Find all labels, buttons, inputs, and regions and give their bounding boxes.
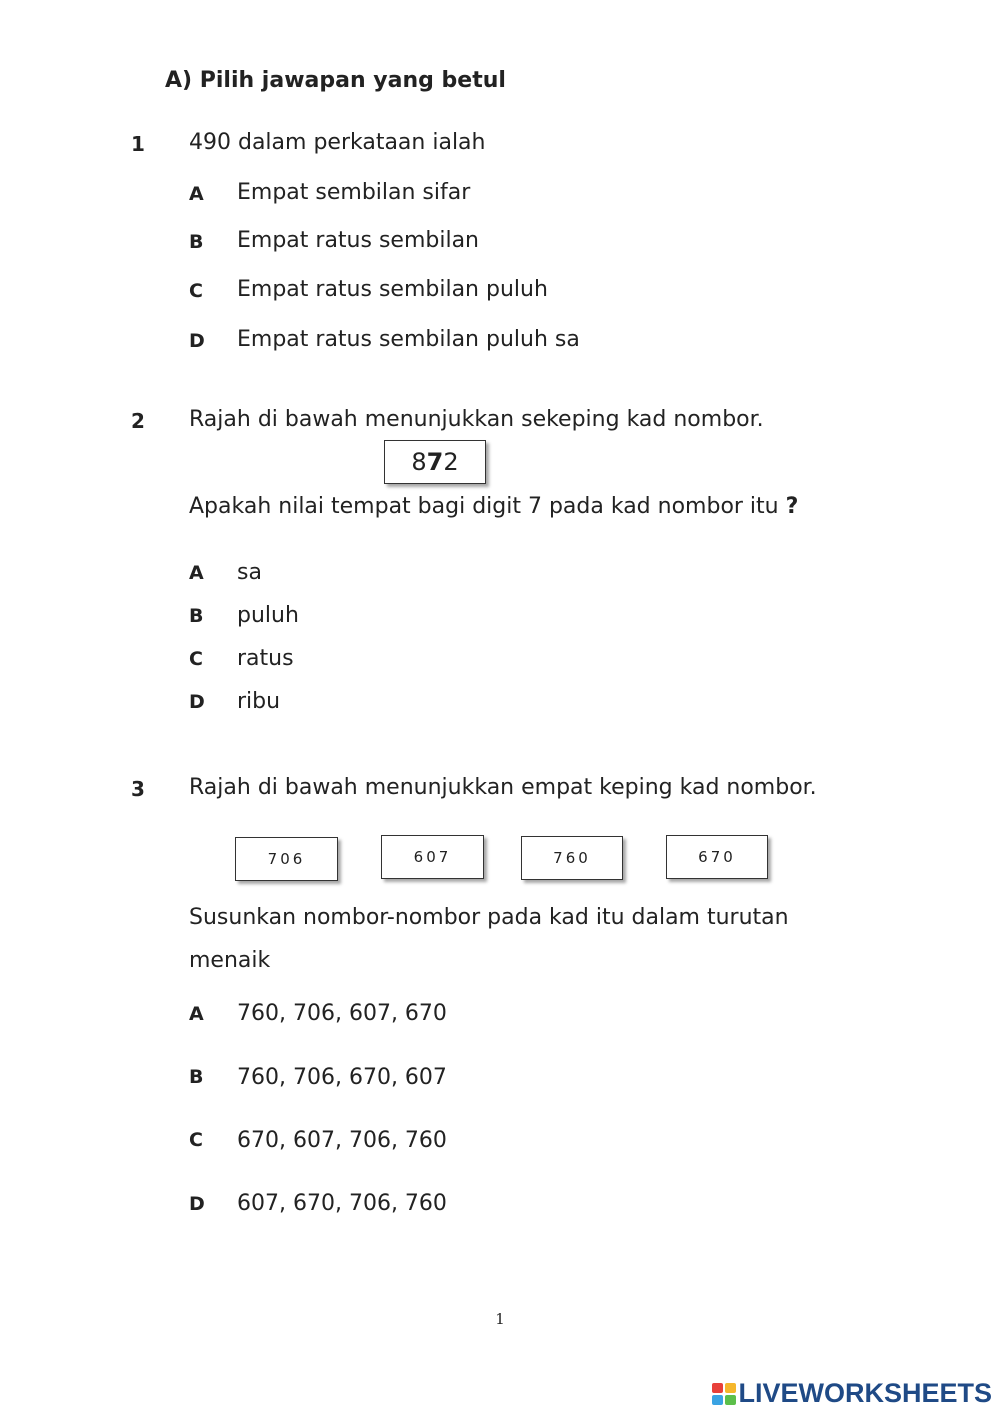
number-card: 706 xyxy=(235,837,338,881)
q2-option-d-letter[interactable]: D xyxy=(189,691,205,713)
question-2-text: Rajah di bawah menunjukkan sekeping kad nombor. xyxy=(189,407,764,432)
section-title: A) Pilih jawapan yang betul xyxy=(165,68,506,93)
logo-square xyxy=(725,1383,736,1393)
q2-option-c-text[interactable]: ratus xyxy=(237,646,294,671)
q2-option-a-text[interactable]: sa xyxy=(237,560,262,585)
number-card: 607 xyxy=(381,835,484,879)
liveworksheets-wordmark: LIVEWORKSHEETS xyxy=(738,1378,992,1408)
q1-option-d-letter[interactable]: D xyxy=(189,330,205,352)
card-digit-hundreds: 8 xyxy=(411,448,427,476)
page-number: 1 xyxy=(495,1310,505,1328)
q1-option-a-letter[interactable]: A xyxy=(189,183,204,205)
q3-option-b-letter[interactable]: B xyxy=(189,1066,204,1088)
q1-option-a-text[interactable]: Empat sembilan sifar xyxy=(237,180,471,205)
question-2-prompt-text: Apakah nilai tempat bagi digit 7 pada kad nombor itu xyxy=(189,494,779,519)
question-2-number: 2 xyxy=(131,409,145,433)
question-3-number: 3 xyxy=(131,777,145,801)
q2-option-d-text[interactable]: ribu xyxy=(237,689,281,714)
question-3-prompt-line1: Susunkan nombor-nombor pada kad itu dalam turutan xyxy=(189,905,789,930)
q3-option-a-letter[interactable]: A xyxy=(189,1003,204,1025)
q3-option-c-text[interactable]: 670, 607, 706, 760 xyxy=(237,1128,447,1153)
number-card-872 xyxy=(384,440,486,484)
card-digit-tens-bold: 7 xyxy=(426,448,444,476)
q1-option-c-letter[interactable]: C xyxy=(189,280,203,302)
q2-option-b-text[interactable]: puluh xyxy=(237,603,299,628)
logo-square xyxy=(712,1395,723,1405)
q1-option-b-text[interactable]: Empat ratus sembilan xyxy=(237,228,479,253)
q3-option-b-text[interactable]: 760, 706, 670, 607 xyxy=(237,1065,447,1090)
q2-option-b-letter[interactable]: B xyxy=(189,605,204,627)
q3-option-d-letter[interactable]: D xyxy=(189,1193,205,1215)
question-3-prompt-line2: menaik xyxy=(189,948,271,973)
q3-option-c-letter[interactable]: C xyxy=(189,1129,203,1151)
number-card: 670 xyxy=(666,835,768,879)
logo-square xyxy=(712,1383,723,1393)
q3-option-a-text[interactable]: 760, 706, 607, 670 xyxy=(237,1001,447,1026)
question-1-number: 1 xyxy=(131,132,145,156)
question-3-text: Rajah di bawah menunjukkan empat keping kad nombor. xyxy=(189,775,817,800)
question-mark: ? xyxy=(785,494,799,519)
card-digit-ones: 2 xyxy=(443,448,459,476)
liveworksheets-brand[interactable] xyxy=(712,1378,992,1409)
logo-square xyxy=(725,1395,736,1405)
q2-option-c-letter[interactable]: C xyxy=(189,648,203,670)
q1-option-c-text[interactable]: Empat ratus sembilan puluh xyxy=(237,277,548,302)
q1-option-d-text[interactable]: Empat ratus sembilan puluh sa xyxy=(237,327,580,352)
q1-option-b-letter[interactable]: B xyxy=(189,231,204,253)
question-1-text: 490 dalam perkataan ialah xyxy=(189,130,486,155)
liveworksheets-logo-icon xyxy=(712,1383,736,1405)
question-2-prompt xyxy=(189,494,798,519)
number-card: 760 xyxy=(521,836,623,880)
q2-option-a-letter[interactable]: A xyxy=(189,562,204,584)
q3-option-d-text[interactable]: 607, 670, 706, 760 xyxy=(237,1191,447,1216)
